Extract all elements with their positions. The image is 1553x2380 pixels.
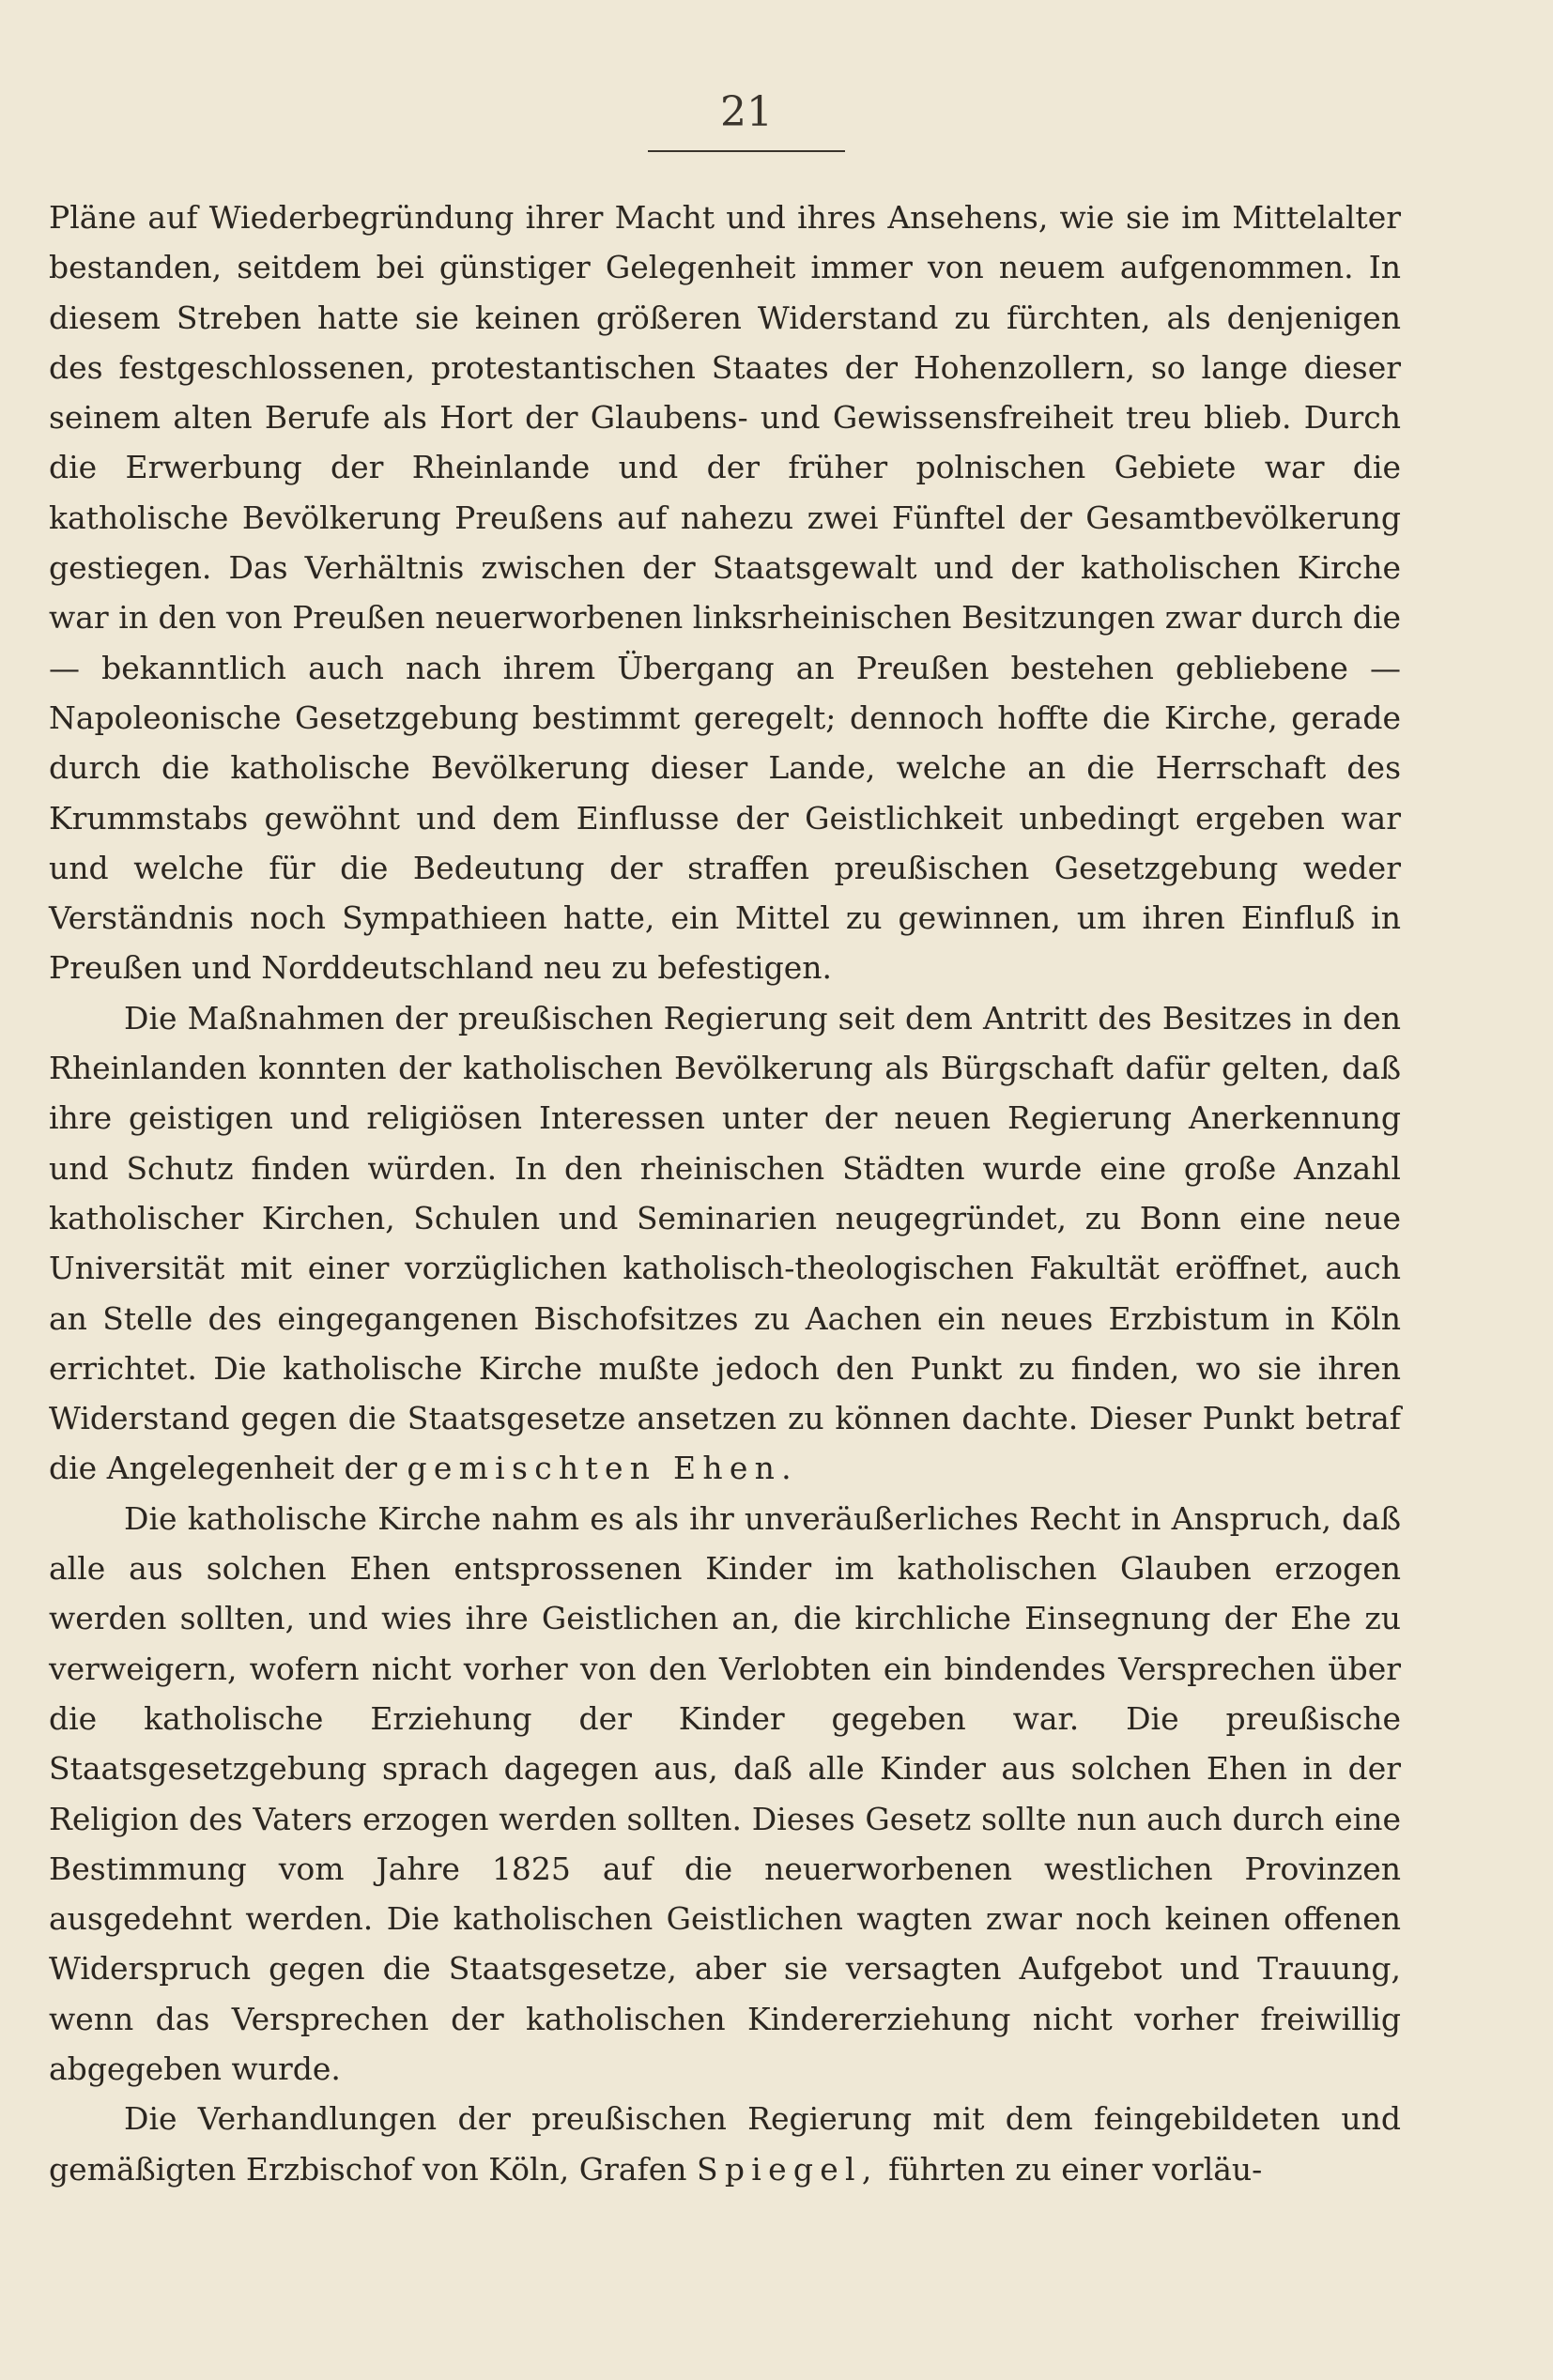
- paragraph-2-text: Die Maßnahmen der preußischen Regierung seit dem Antritt des Besitzes in den Rheinlanden konnten der katholischen Bevölkerung als Bürgschaft dafür gelten, daß ihre geistigen und religiösen Interessen unter der neuen Regierung Anerkennung und Schutz finden würden. In den rheinischen Städten wurde eine große Anzahl katholischer Kirchen, Schulen und Seminarien neugegründet, zu Bonn eine neue Universität mit einer vorzüglichen katholisch-theologischen Fakultät eröffnet, auch an Stelle des eingegangenen Bischofsitzes zu Aachen ein neues Erzbistum in Köln errichtet. Die katholische Kirche mußte jedoch den Punkt zu finden, wo sie ihren Widerstand gegen die Staatsgesetze ansetzen zu können dachte. Dieser Punkt betraf die Angelegenheit der: [49, 999, 1401, 1487]
- paragraph-4-text: Die Verhandlungen der preußischen Regierung mit dem feingebildeten und gemäßigten Erzbischof von Köln, Grafen: [49, 2100, 1401, 2188]
- paragraph-1: [49, 192, 1401, 993]
- page-number: 21: [720, 88, 773, 136]
- paragraph-4: [49, 2094, 1401, 2194]
- paragraph-2-emphasis: gemischten Ehen.: [407, 1450, 798, 1487]
- paragraph-4-text-after: führten zu einer vorläu-: [888, 2150, 1263, 2188]
- paragraph-1-text: Pläne auf Wiederbegründung ihrer Macht und ihres Ansehens, wie sie im Mittelalter bestanden, seitdem bei günstiger Gelegenheit immer von neuem aufgenommen. In diesem Streben hatte sie keinen größeren Widerstand zu fürchten, als denjenigen des festgeschlossenen, protestantischen Staates der Hohenzollern, so lange dieser seinem alten Berufe als Hort der Glaubens- und Gewissensfreiheit treu blieb. Durch die Erwerbung der Rheinlande und der früher polnischen Gebiete war die katholische Bevölkerung Preußens auf nahezu zwei Fünftel der Gesamtbevölkerung gestiegen. Das Verhältnis zwischen der Staatsgewalt und der katholischen Kirche war in den von Preußen neuerworbenen linksrheinischen Besitzungen zwar durch die — bekanntlich auch nach ihrem Übergang an Preußen bestehen gebliebene — Napoleonische Gesetzgebung bestimmt geregelt; dennoch hoffte die Kirche, gerade durch die katholische Bevölkerung dieser Lande, welche an die Herrschaft des Krummstabs gewöhnt und dem Einflusse der Geistlichkeit unbedingt ergeben war und welche für die Bedeutung der straffen preußischen Gesetzgebung weder Verständnis noch Sympathieen hatte, ein Mittel zu gewinnen, um ihren Einfluß in Preußen und Norddeutschland neu zu befestigen.: [49, 199, 1401, 987]
- header-rule: [648, 150, 845, 152]
- paragraph-4-emphasis: Spiegel,: [697, 2150, 879, 2188]
- paragraph-3-text: Die katholische Kirche nahm es als ihr unveräußerliches Recht in Anspruch, daß alle aus solchen Ehen entsprossenen Kinder im katholischen Glauben erzogen werden sollten, und wies ihre Geistlichen an, die kirchliche Einsegnung der Ehe zu verweigern, wofern nicht vorher von den Verlobten ein bindendes Versprechen über die katholische Erziehung der Kinder gegeben war. Die preußische Staatsgesetzgebung sprach dagegen aus, daß alle Kinder aus solchen Ehen in der Religion des Vaters erzogen werden sollten. Dieses Gesetz sollte nun auch durch eine Bestimmung vom Jahre 1825 auf die neuerworbenen westlichen Provinzen ausgedehnt werden. Die katholischen Geistlichen wagten zwar noch keinen offenen Widerspruch gegen die Staatsgesetze, aber sie versagten Aufgebot und Trauung, wenn das Versprechen der katholischen Kindererziehung nicht vorher freiwillig abgegeben wurde.: [49, 1499, 1401, 2087]
- paragraph-2: [49, 993, 1401, 1494]
- body-text: [49, 192, 1401, 2194]
- paragraph-3: [49, 1494, 1401, 2095]
